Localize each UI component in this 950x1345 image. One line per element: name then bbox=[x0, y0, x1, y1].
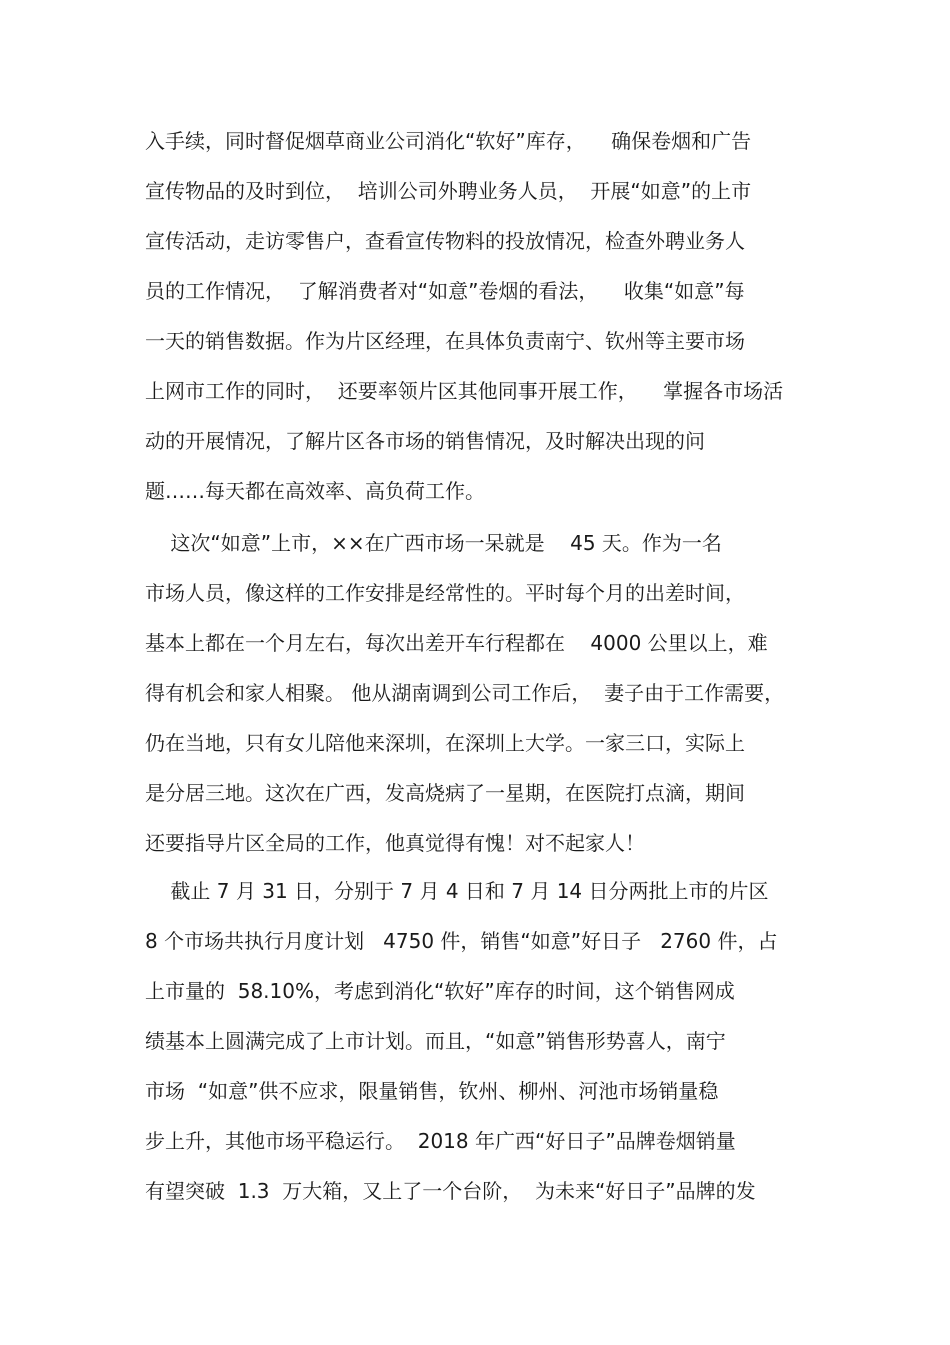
text-line: 宣传物品的及时到位， 培训公司外聘业务人员， 开展“如意”的上市 bbox=[145, 179, 752, 203]
text-line: 这次“如意”上市，××在广西市场一呆就是 45 天。作为一名 bbox=[145, 531, 722, 555]
text-line: 市场 “如意”供不应求，限量销售，钦州、柳州、河池市场销量稳 bbox=[145, 1079, 719, 1103]
text-line: 基本上都在一个月左右，每次出差开车行程都在 4000 公里以上，难 bbox=[145, 631, 768, 655]
text-line: 仍在当地，只有女儿陪他来深圳，在深圳上大学。一家三口，实际上 bbox=[145, 731, 745, 755]
text-line: 上网市工作的同时， 还要率领片区其他同事开展工作， 掌握各市场活 bbox=[145, 379, 784, 403]
text-line: 绩基本上圆满完成了上市计划。而且，“如意”销售形势喜人，南宁 bbox=[145, 1029, 726, 1053]
text-line: 入手续，同时督促烟草商业公司消化“软好”库存， 确保卷烟和广告 bbox=[145, 129, 752, 153]
text-line: 动的开展情况，了解片区各市场的销售情况，及时解决出现的问 bbox=[145, 429, 705, 453]
text-line: 是分居三地。这次在广西，发高烧病了一星期，在医院打点滴，期间 bbox=[145, 781, 745, 805]
text-line: 上市量的 58.10%，考虑到消化“软好”库存的时间，这个销售网成 bbox=[145, 979, 735, 1003]
text-line: 员的工作情况， 了解消费者对“如意”卷烟的看法， 收集“如意”每 bbox=[145, 279, 745, 303]
text-line: 宣传活动，走访零售户，查看宣传物料的投放情况，检查外聘业务人 bbox=[145, 229, 745, 253]
text-line: 还要指导片区全局的工作，他真觉得有愧！对不起家人！ bbox=[145, 831, 645, 855]
text-line: 8 个市场共执行月度计划 4750 件，销售“如意”好日子 2760 件，占 bbox=[145, 929, 778, 953]
text-line: 一天的销售数据。作为片区经理，在具体负责南宁、钦州等主要市场 bbox=[145, 329, 745, 353]
text-line: 步上升，其他市场平稳运行。 2018 年广西“好日子”品牌卷烟销量 bbox=[145, 1129, 736, 1153]
text-line: 市场人员，像这样的工作安排是经常性的。平时每个月的出差时间， bbox=[145, 581, 745, 605]
text-line: 题……每天都在高效率、高负荷工作。 bbox=[145, 479, 485, 503]
text-line: 截止 7 月 31 日，分别于 7 月 4 日和 7 月 14 日分两批上市的片区 bbox=[145, 879, 769, 903]
text-line: 得有机会和家人相聚。 他从湖南调到公司工作后， 妻子由于工作需要， bbox=[145, 681, 785, 705]
text-line: 有望突破 1.3 万大箱，又上了一个台阶， 为未来“好日子”品牌的发 bbox=[145, 1179, 756, 1203]
